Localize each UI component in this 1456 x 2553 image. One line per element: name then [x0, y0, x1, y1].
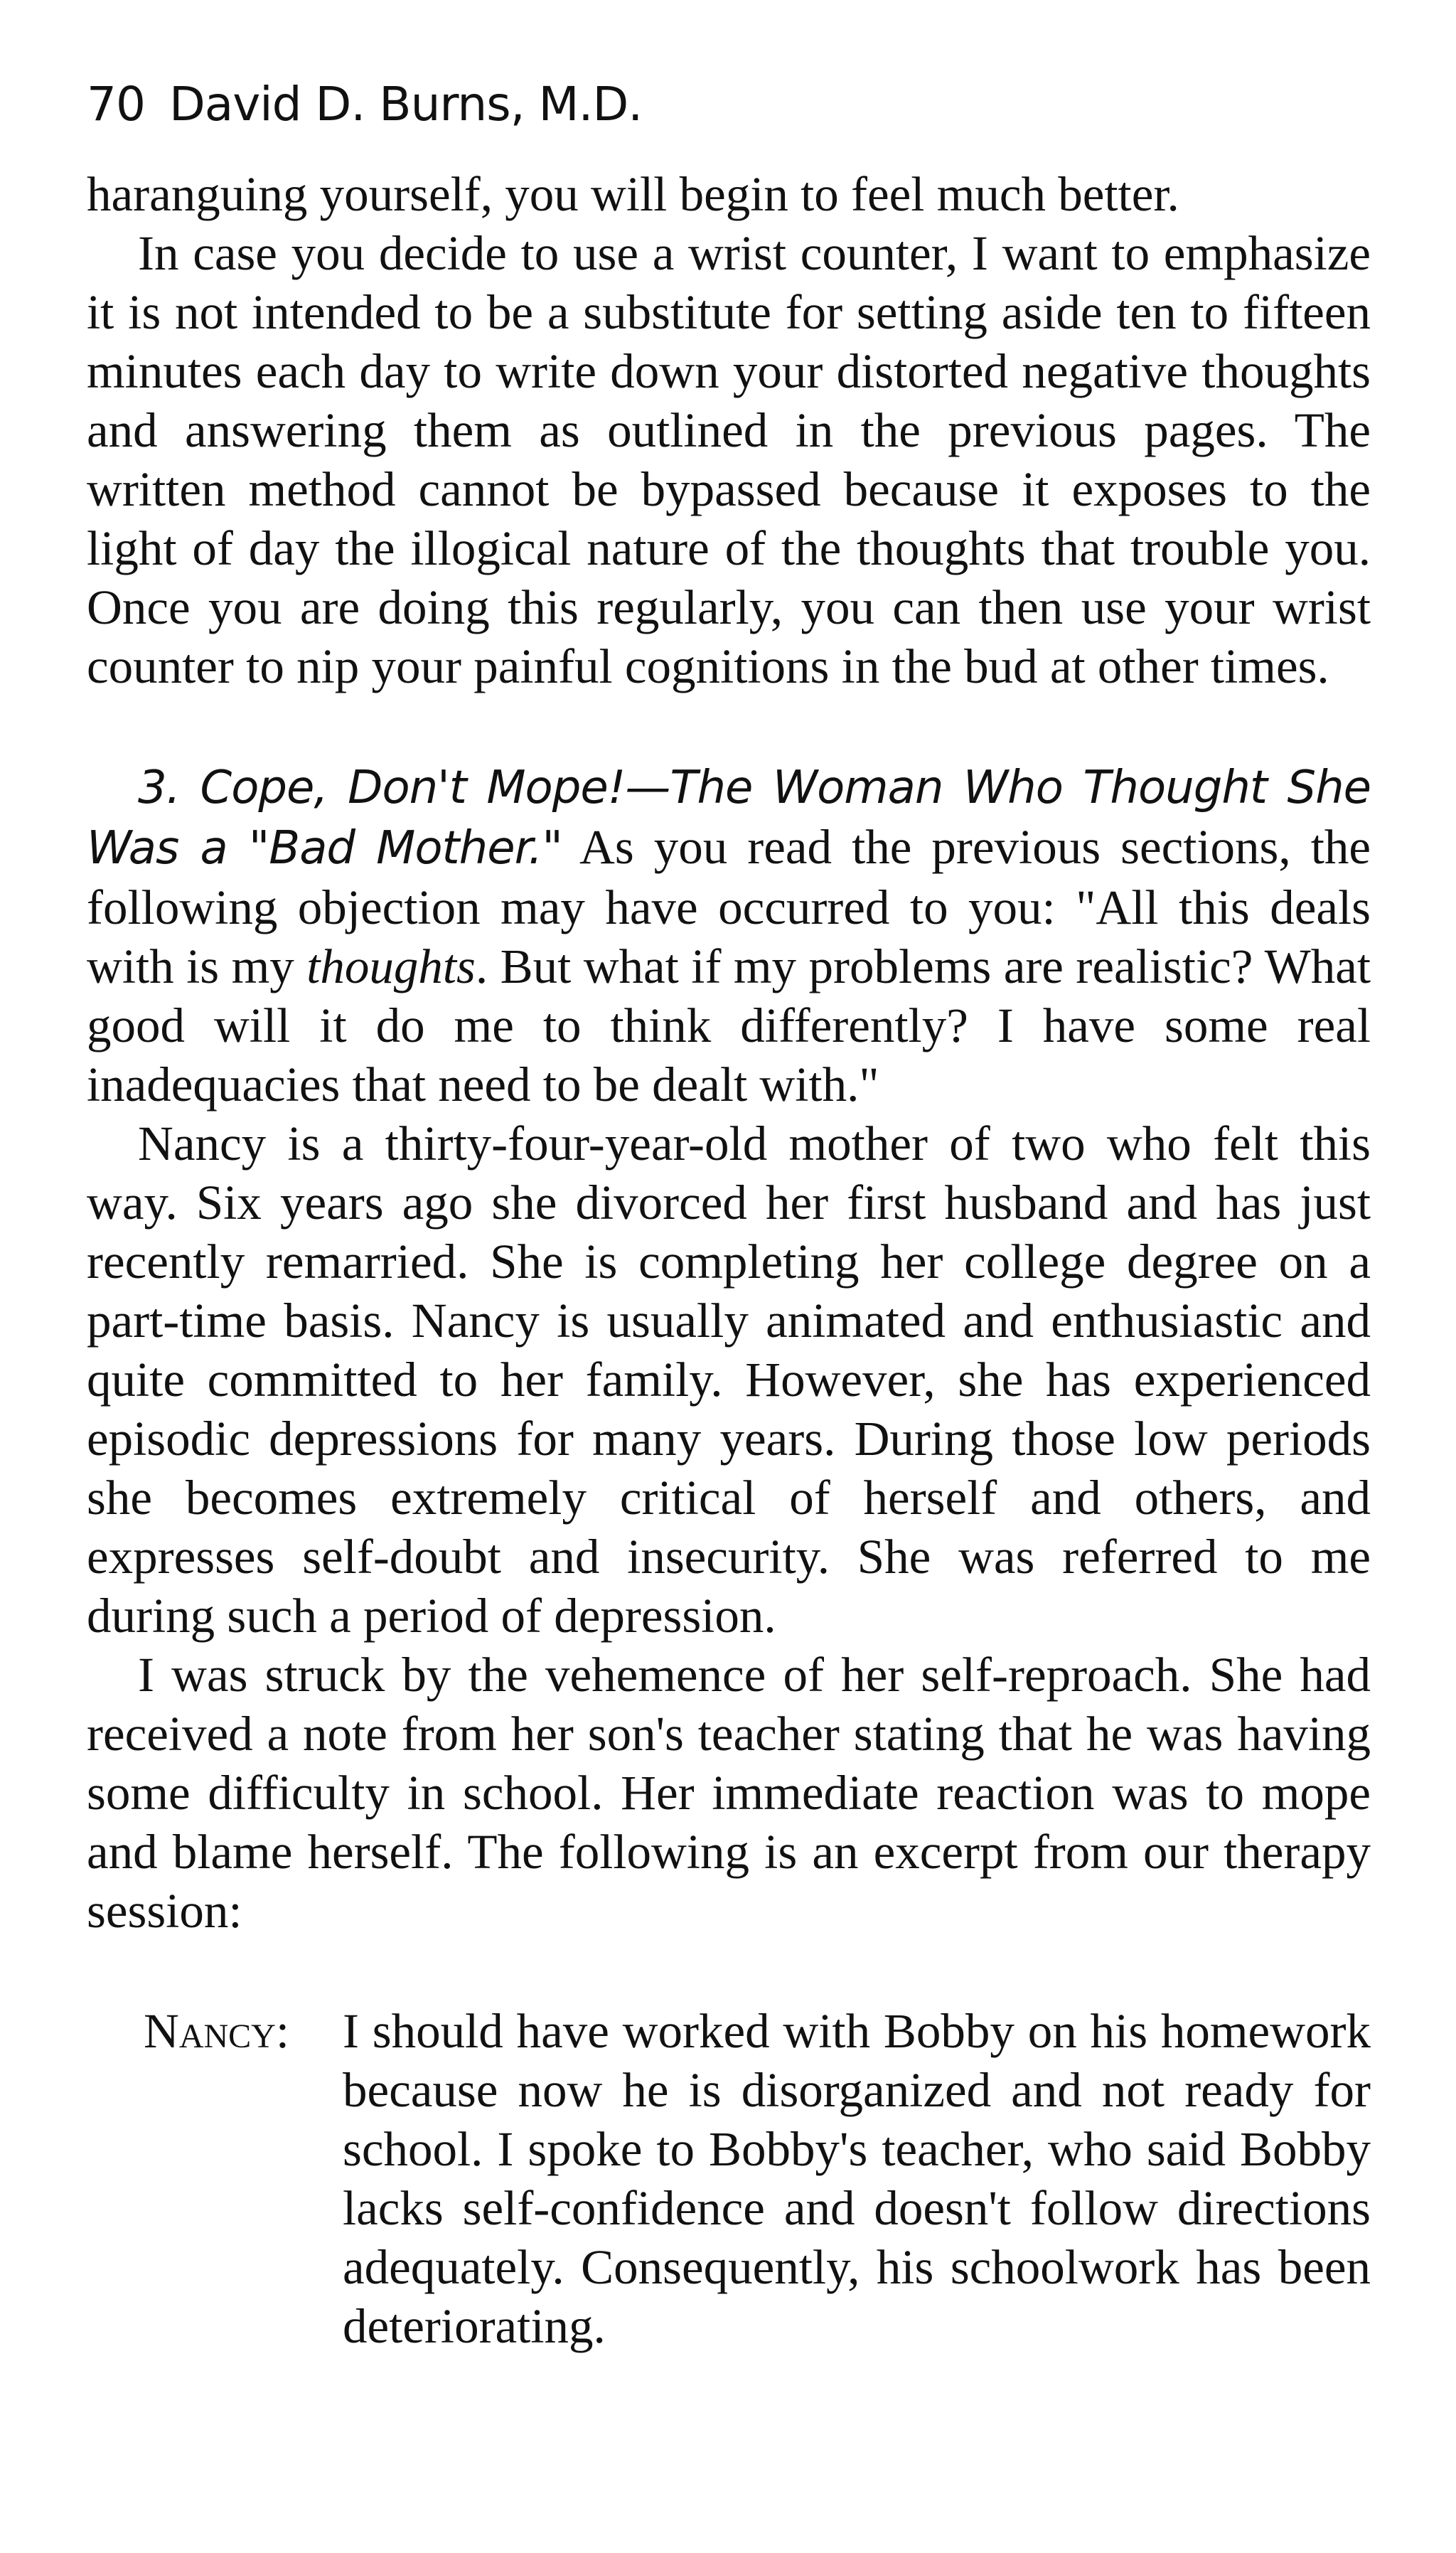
paragraph-continuation: haranguing yourself, you will begin to feel much better. [87, 167, 1179, 221]
book-page [87, 0, 1371, 2553]
paragraph-self-reproach: I was struck by the vehemence of her self-reproach. She had received a note from her son's teacher stating that he was having some difficulty in school. Her immediate reaction was to mope and blame herself. The following is an excerpt from our therapy session: [87, 1648, 1371, 1938]
dialogue-entry [87, 2002, 1371, 2356]
dialogue-speech: I should have worked with Bobby on his homework because now he is disorganized and not ready for school. I spoke to Bobby's teacher, who said Bobby lacks self-confidence and doesn't follow directions adequately. Consequently, his schoolwork has been deteriorating. [343, 2004, 1371, 2353]
dialogue-speaker: Nancy: [144, 2004, 290, 2058]
running-head [87, 77, 642, 132]
paragraph-nancy-background: Nancy is a thirty-four-year-old mother of two who felt this way. Six years ago she divorced her first husband and has just recently remarried. She is completing her college degree on a part-time basis. Nancy is usually animated and enthusiastic and quite committed to her family. However, she has experienced episodic depressions for many years. During those low periods she becomes extremely critical of herself and others, and expresses self-doubt and insecurity. She was referred to me during such a period of depression. [87, 1116, 1371, 1643]
section-text-after-emphasis: . But what if my problems are realistic? What good will it do me to think differently? I have some real inadequacies that need to be dealt with." [87, 939, 1371, 1112]
section-text-before-emphasis: As you read the previous sections, the following objection may have occurred to you: "All this deals with is my [87, 820, 1371, 993]
section-heading: 3. Cope, Don't Mope!—The Woman Who Thought She Was a "Bad Mother." [87, 762, 1371, 875]
running-head-author: David D. Burns, M.D. [168, 77, 643, 132]
body-text [87, 165, 1371, 2356]
paragraph-section-cope-dont-mope [87, 757, 1371, 1114]
paragraph-wrist-counter: In case you decide to use a wrist counter, I want to emphasize it is not intended to be a substitute for setting aside ten to fifteen minutes each day to write down your distorted negative thoughts and answering them as outlined in the previous pages. The written method cannot be bypassed because it exposes to the light of day the illogical nature of the thoughts that trouble you. Once you are doing this regularly, you can then use your wrist counter to nip your painful cognitions in the bud at other times. [87, 226, 1371, 693]
emphasized-word: thoughts [306, 939, 476, 993]
page-number: 70 [87, 77, 145, 132]
